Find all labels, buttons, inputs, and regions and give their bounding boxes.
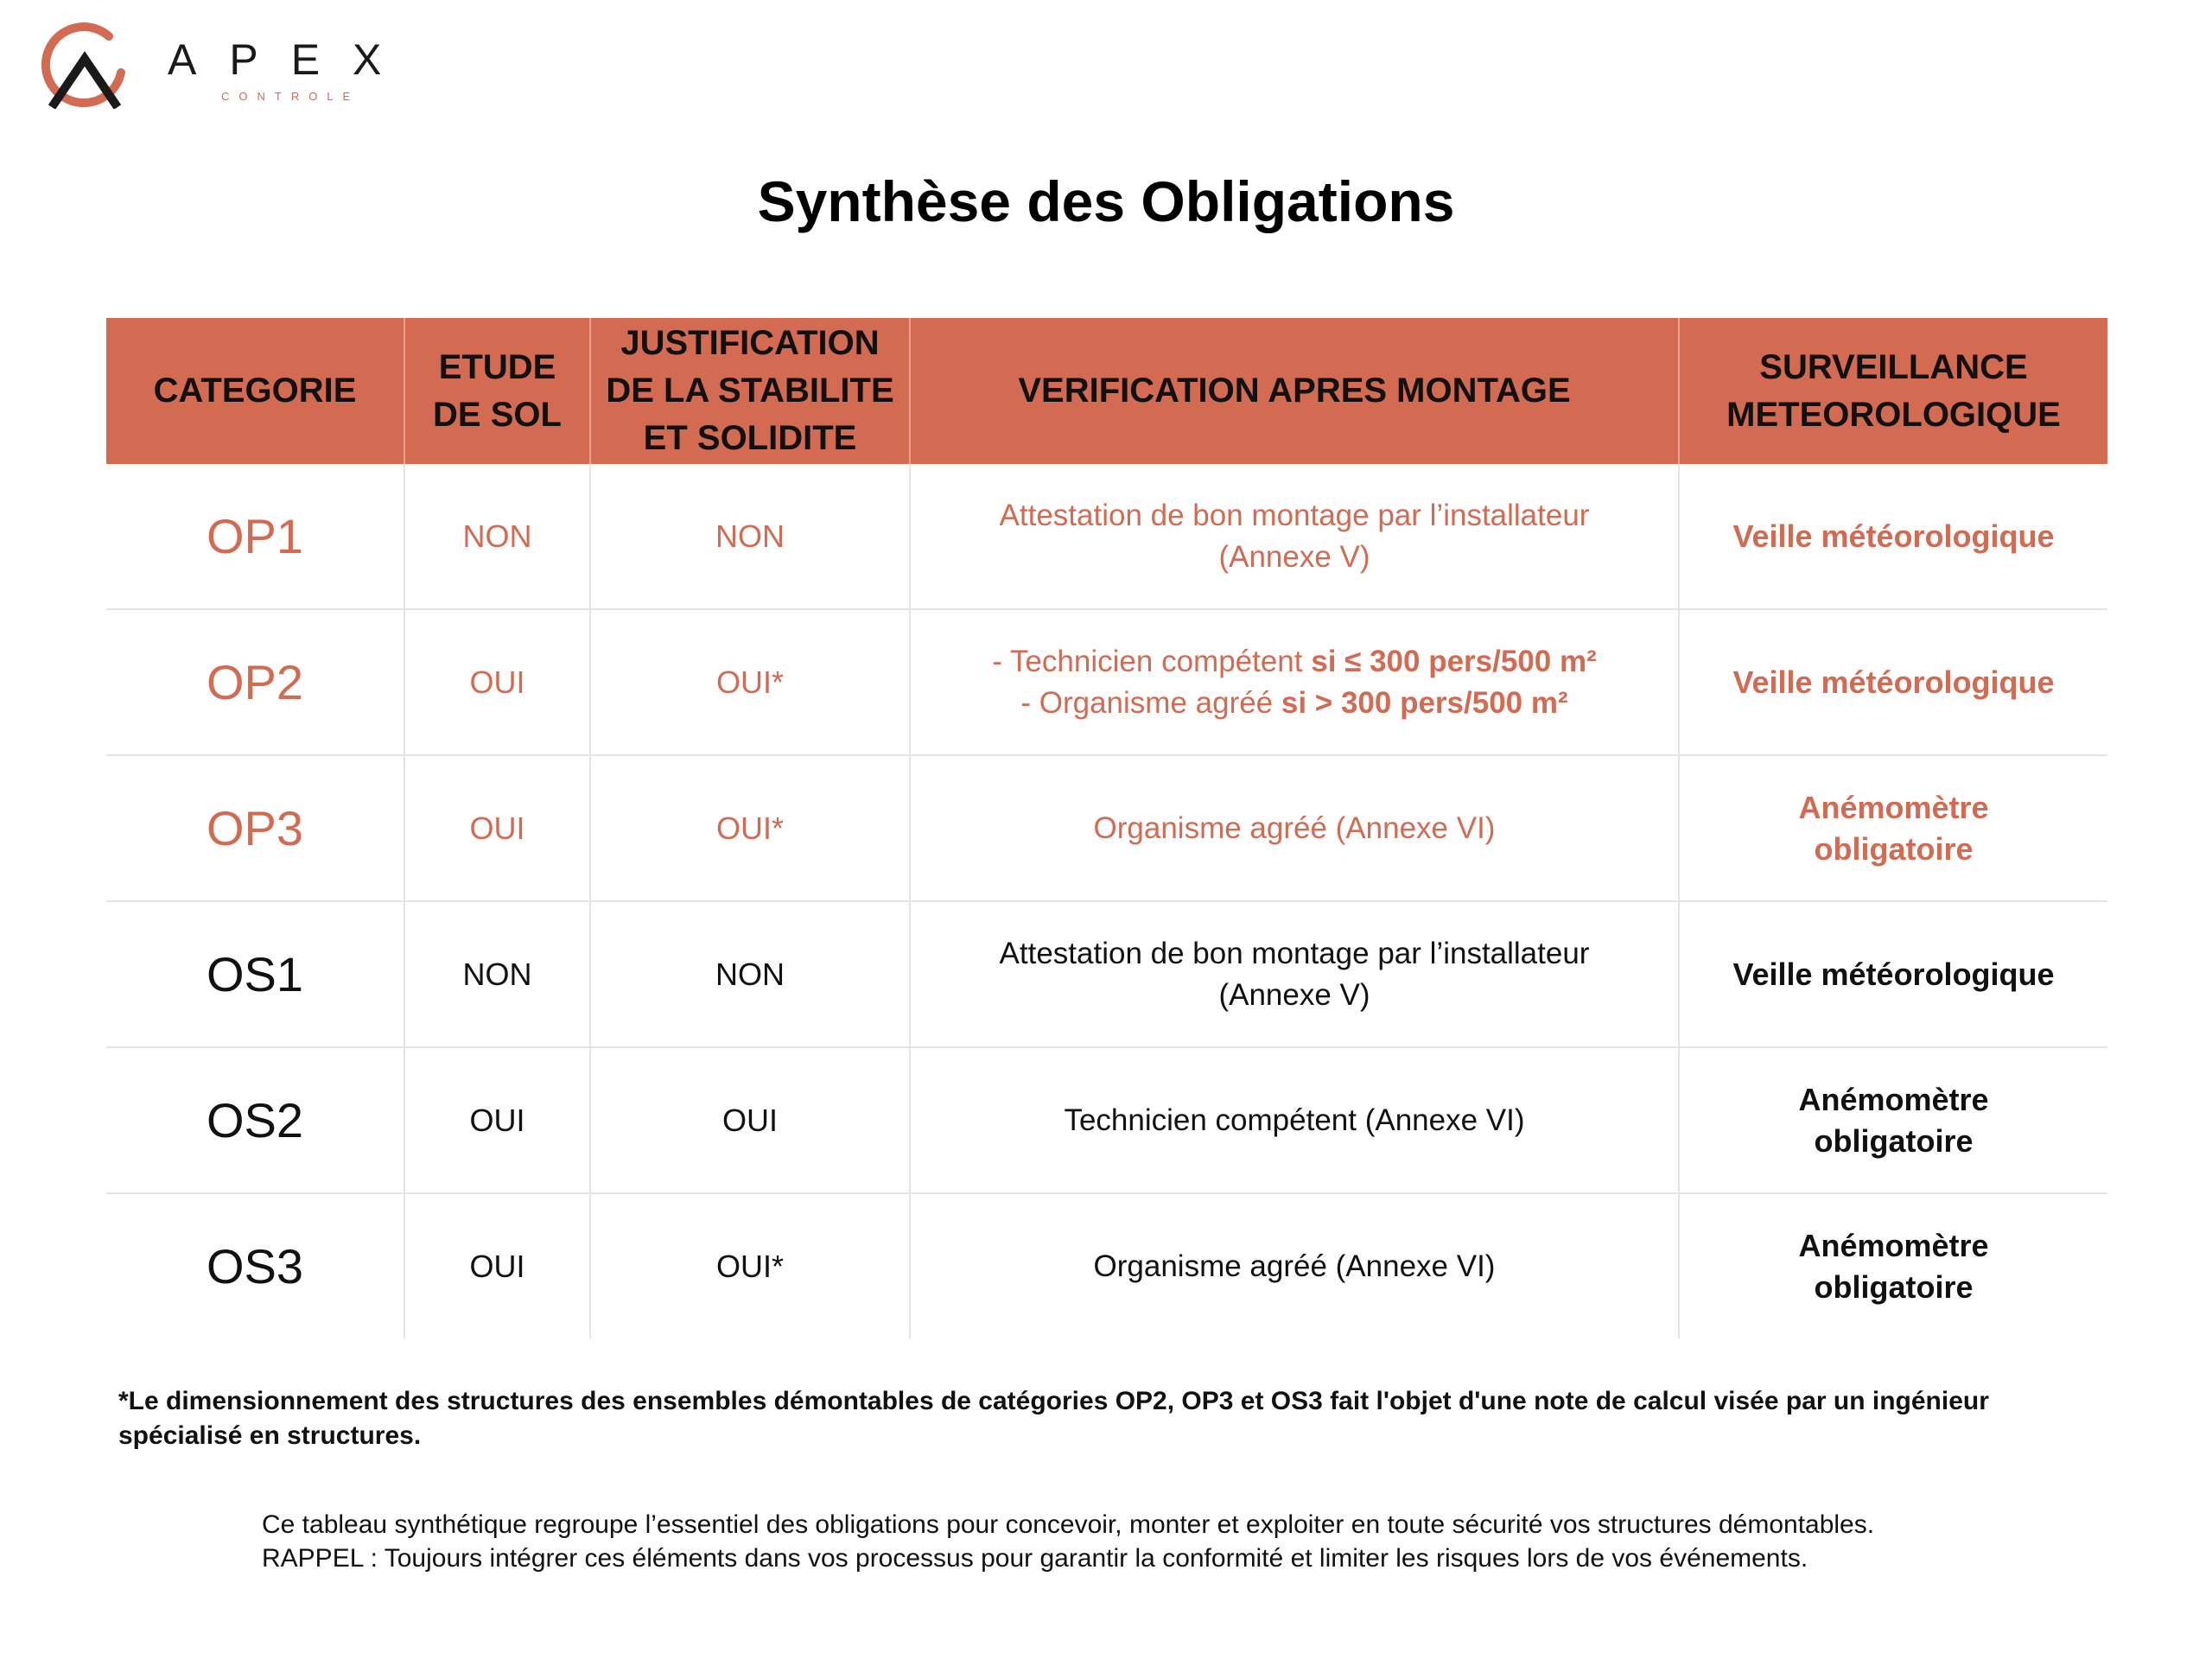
header-etude-de-sol: ETUDE DE SOL xyxy=(404,318,590,464)
header-surveillance: SURVEILLANCE METEOROLOGIQUE xyxy=(1679,318,2107,464)
header-verification: VERIFICATION APRES MONTAGE xyxy=(910,318,1679,464)
cell-justification: NON xyxy=(590,464,910,609)
cell-categorie: OS3 xyxy=(106,1193,404,1338)
cell-etude-sol: OUI xyxy=(404,755,590,901)
cell-verification: Technicien compétent (Annexe VI) xyxy=(910,1047,1679,1193)
cell-justification: OUI* xyxy=(590,609,910,755)
verification-line xyxy=(921,683,1668,724)
cell-surveillance: Veille météorologique xyxy=(1679,464,2107,609)
cell-categorie: OP2 xyxy=(106,609,404,755)
surveillance-line: obligatoire xyxy=(1814,1122,1974,1159)
cell-verification xyxy=(910,901,1679,1047)
cell-verification xyxy=(910,464,1679,609)
verification-line: (Annexe V) xyxy=(1218,539,1370,574)
cell-surveillance: Veille météorologique xyxy=(1679,609,2107,755)
table-row xyxy=(106,901,2107,1047)
logo-subtitle: CONTROLE xyxy=(221,90,360,103)
cell-categorie: OS1 xyxy=(106,901,404,1047)
table-row xyxy=(106,464,2107,609)
surveillance-line: obligatoire xyxy=(1814,1268,1974,1305)
cell-justification: OUI* xyxy=(590,755,910,901)
cell-categorie: OP1 xyxy=(106,464,404,609)
cell-verification: Organisme agréé (Annexe VI) xyxy=(910,755,1679,901)
obligations-table xyxy=(106,318,2107,1338)
company-logo xyxy=(40,19,415,114)
footnote: *Le dimensionnement des structures des ensembles démontables de catégories OP2, OP3 et OS3 fait l'objet d'une note de calcul visée par un ingénieur spécialisé en structures. xyxy=(118,1387,1989,1450)
cell-justification: OUI xyxy=(590,1047,910,1193)
cell-categorie: OP3 xyxy=(106,755,404,901)
cell-etude-sol: OUI xyxy=(404,1047,590,1193)
cell-surveillance xyxy=(1679,1047,2107,1193)
cell-etude-sol: OUI xyxy=(404,1193,590,1338)
cell-justification: OUI* xyxy=(590,1193,910,1338)
summary-text xyxy=(262,1508,2120,1575)
header-categorie: CATEGORIE xyxy=(106,318,404,464)
cell-surveillance xyxy=(1679,755,2107,901)
cell-verification: Organisme agréé (Annexe VI) xyxy=(910,1193,1679,1338)
verification-text: - Organisme agréé xyxy=(1020,685,1281,720)
verification-line: Attestation de bon montage par l’installateur xyxy=(999,498,1590,532)
table-header-row xyxy=(106,318,2107,464)
verification-line xyxy=(921,641,1668,683)
table-row xyxy=(106,1193,2107,1338)
cell-verification xyxy=(910,609,1679,755)
cell-etude-sol: NON xyxy=(404,464,590,609)
surveillance-line: Anémomètre xyxy=(1798,1227,1989,1263)
cell-justification: NON xyxy=(590,901,910,1047)
cell-etude-sol: OUI xyxy=(404,609,590,755)
table-row xyxy=(106,609,2107,755)
cell-surveillance: Veille météorologique xyxy=(1679,901,2107,1047)
page-title: Synthèse des Obligations xyxy=(757,169,1455,233)
surveillance-line: obligatoire xyxy=(1814,830,1974,867)
cell-categorie: OS2 xyxy=(106,1047,404,1193)
cell-surveillance xyxy=(1679,1193,2107,1338)
verification-condition: si > 300 pers/500 m² xyxy=(1281,685,1568,720)
cell-etude-sol: NON xyxy=(404,901,590,1047)
apex-logo-icon xyxy=(40,19,130,109)
verification-condition: si ≤ 300 pers/500 m² xyxy=(1311,644,1597,678)
verification-line: Attestation de bon montage par l’installateur xyxy=(999,936,1590,970)
summary-line: Ce tableau synthétique regroupe l’essentiel des obligations pour concevoir, monter et exploiter en toute sécurité vos structures démontables. xyxy=(262,1510,1875,1539)
summary-line: RAPPEL : Toujours intégrer ces éléments dans vos processus pour garantir la conformité et limiter les risques lors de vos événements. xyxy=(262,1544,1808,1573)
verification-line: (Annexe V) xyxy=(1218,977,1370,1012)
table-row xyxy=(106,1047,2107,1193)
surveillance-line: Anémomètre xyxy=(1798,789,1989,825)
verification-text: - Technicien compétent xyxy=(992,644,1312,678)
logo-wordmark: APEX xyxy=(168,35,415,84)
table-row xyxy=(106,755,2107,901)
header-justification: JUSTIFICATION DE LA STABILITE ET SOLIDITE xyxy=(590,318,910,464)
surveillance-line: Anémomètre xyxy=(1798,1081,1989,1117)
